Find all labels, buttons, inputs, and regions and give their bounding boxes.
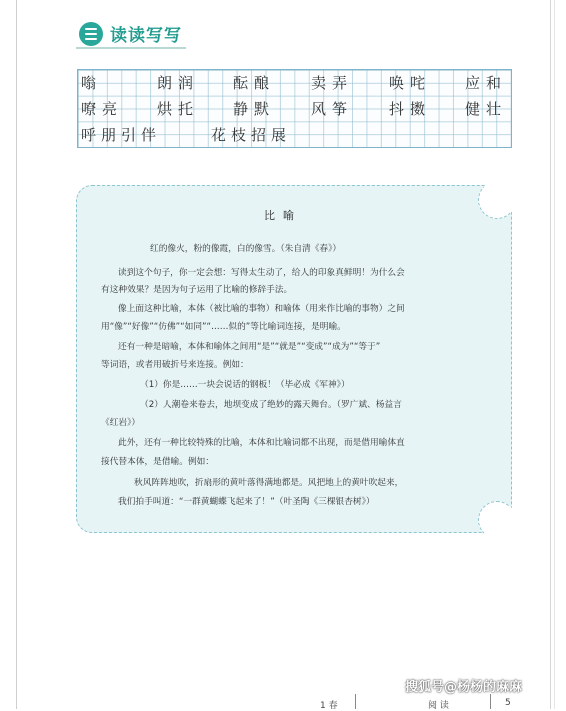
page-left-edge [16, 0, 17, 709]
reading-line: 我们拍手叫道：“一群黄蝴蝶飞起来了！”（叶圣陶《三棵银杏树》） [118, 497, 375, 507]
vocab-word: 嘹亮 [81, 100, 124, 118]
reading-line: 接代替本体，是借喻。例如： [101, 457, 214, 467]
reading-line: （2）人潮卷来卷去，地坝变成了绝妙的露天舞台。（罗广斌、杨益言 [140, 400, 402, 410]
list-icon [79, 22, 103, 46]
reading-line: 秋风阵阵地吹，折扇形的黄叶落得满地都是。风把地上的黄叶吹起来， [134, 478, 404, 488]
reading-line: 读到这个句子，你一定会想：写得太生动了，给人的印象真鲜明！为什么会 [118, 268, 405, 278]
page-number: 5 [505, 698, 511, 708]
footer-unit-tab: 1 春 [320, 701, 338, 711]
page-right-edge [550, 0, 551, 709]
vocab-word: 呼朋引伴 [81, 126, 162, 144]
reading-line: 等词语，或者用破折号来连接。例如： [101, 360, 249, 370]
reading-line: 有这种效果？是因为句子运用了比喻的修辞手法。 [101, 285, 293, 295]
vocab-word: 酝酿 [233, 74, 276, 92]
vocab-word: 抖擞 [389, 100, 432, 118]
section-title-underline [76, 47, 186, 49]
reading-line: 此外，还有一种比较特殊的比喻，本体和比喻词都不出现，而是借用喻体直 [118, 438, 405, 448]
footer-divider [490, 694, 491, 709]
vocab-word: 花枝招展 [211, 126, 292, 144]
box-corner-notch-bottom [478, 501, 516, 539]
reading-line: 像上面这种比喻，本体（被比喻的事物）和喻体（用来作比喻的事物）之间 [118, 304, 405, 314]
vocab-word: 卖弄 [311, 74, 354, 92]
reading-title: 比喻 [264, 209, 302, 222]
vocab-word: 嗡 [81, 74, 97, 92]
vocabulary-row-1 [77, 70, 510, 96]
page-right-edge-inner [554, 0, 555, 709]
reading-line: 还有一种是暗喻，本体和喻体之间用“是”“就是”“变成”“成为”“等于” [118, 342, 381, 352]
vocab-word: 静默 [233, 100, 276, 118]
vocab-word: 风筝 [311, 100, 354, 118]
vocab-word: 朗润 [157, 74, 200, 92]
reading-line: 用“像”“好像”“仿佛”“如同”“……似的”等比喻词连接，是明喻。 [101, 322, 346, 332]
vocab-word: 烘托 [157, 100, 200, 118]
vocabulary-row-3 [77, 122, 510, 148]
watermark: 搜狐号@杨杨的麻麻 [405, 680, 523, 695]
footer-section-tab: 阅 读 [428, 701, 449, 711]
footer-divider [355, 694, 356, 709]
reading-line: 《红岩》） [101, 418, 141, 428]
section-title: 读读写写 [110, 26, 182, 46]
vocab-word: 健壮 [465, 100, 508, 118]
reading-line: （1）你是……一块会说话的钢板！（毕必成《军神》） [140, 380, 350, 390]
vocab-word: 应和 [465, 74, 508, 92]
reading-line: 红的像火，粉的像霞，白的像雪。（朱自清《春》） [150, 244, 342, 254]
vocabulary-row-2 [77, 96, 510, 122]
vocab-word: 唤咤 [389, 74, 432, 92]
